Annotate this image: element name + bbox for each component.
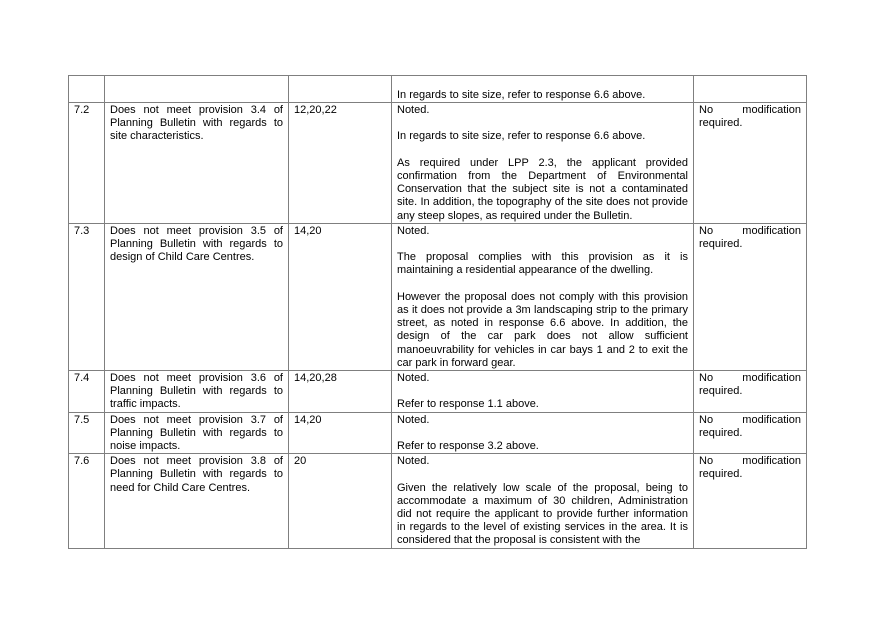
- submitter-references: 14,20,28: [289, 371, 392, 413]
- administration-response: [392, 371, 694, 413]
- administration-response: [392, 103, 694, 224]
- response-paragraph: Noted.: [397, 104, 430, 116]
- response-paragraph: In regards to site size, refer to response 6.6 above.: [397, 88, 646, 101]
- recommendation: No modification required.: [694, 371, 807, 413]
- recommendation: No modification required.: [694, 103, 807, 224]
- submission-issue: Does not meet provision 3.8 of Planning Bulletin with regards to need for Child Care Centres.: [105, 454, 289, 548]
- item-number: 7.2: [69, 103, 105, 224]
- submissions-table: [68, 75, 807, 549]
- recommendation: No modification required.: [694, 223, 807, 370]
- response-paragraph: As required under LPP 2.3, the applicant provided confirmation from the Department of Environmental Conservation that the subject site is not a contaminated site. In addition, the topography of the site does not provide any steep slopes, as required under the Bulletin.: [397, 156, 688, 222]
- submission-issue: Does not meet provision 3.5 of Planning Bulletin with regards to design of Child Care Centres.: [105, 223, 289, 370]
- submitter-references: 20: [289, 454, 392, 548]
- table-row: [69, 371, 807, 413]
- item-number: 7.6: [69, 454, 105, 548]
- table-row: [69, 76, 807, 103]
- response-paragraph: However the proposal does not comply with this provision as it does not provide a 3m landscaping strip to the primary street, as noted in response 6.6 above. In addition, the design of the car park does not allow sufficient manoeuvrability for vehicles in car bays 1 and 2 to exit the car park in forward gear.: [397, 290, 688, 369]
- submitter-references: 12,20,22: [289, 103, 392, 224]
- item-number: [69, 76, 105, 103]
- administration-response: [392, 454, 694, 548]
- recommendation: [694, 76, 807, 103]
- administration-response: [392, 76, 694, 103]
- submitter-references: 14,20: [289, 412, 392, 454]
- response-paragraph: Given the relatively low scale of the proposal, being to accommodate a maximum of 30 children, Administration did not require the applicant to provide further information in regards to the level of existing services in the area. It is considered that the proposal is consistent with the: [397, 481, 688, 547]
- item-number: 7.4: [69, 371, 105, 413]
- submission-issue: Does not meet provision 3.4 of Planning Bulletin with regards to site characteristics.: [105, 103, 289, 224]
- response-paragraph: Noted.: [397, 372, 430, 384]
- administration-response: [392, 223, 694, 370]
- submission-issue: [105, 76, 289, 103]
- table-row: [69, 223, 807, 370]
- item-number: 7.5: [69, 412, 105, 454]
- response-paragraph: Refer to response 3.2 above.: [397, 440, 539, 452]
- item-number: 7.3: [69, 223, 105, 370]
- administration-response: [392, 412, 694, 454]
- table-row: [69, 412, 807, 454]
- recommendation: No modification required.: [694, 412, 807, 454]
- response-paragraph: Noted.: [397, 455, 430, 468]
- submission-issue: Does not meet provision 3.6 of Planning Bulletin with regards to traffic impacts.: [105, 371, 289, 413]
- response-paragraph: In regards to site size, refer to response 6.6 above.: [397, 130, 646, 143]
- recommendation: No modification required.: [694, 454, 807, 548]
- response-paragraph: Noted.: [397, 413, 430, 426]
- table-body: [69, 76, 807, 549]
- response-paragraph: Noted.: [397, 224, 430, 237]
- table-row: [69, 103, 807, 224]
- submitter-references: [289, 76, 392, 103]
- table-row: [69, 454, 807, 548]
- response-paragraph: The proposal complies with this provision as it is maintaining a residential appearance of the dwelling.: [397, 251, 688, 277]
- response-paragraph: Refer to response 1.1 above.: [397, 398, 539, 411]
- submission-issue: Does not meet provision 3.7 of Planning Bulletin with regards to noise impacts.: [105, 412, 289, 454]
- submitter-references: 14,20: [289, 223, 392, 370]
